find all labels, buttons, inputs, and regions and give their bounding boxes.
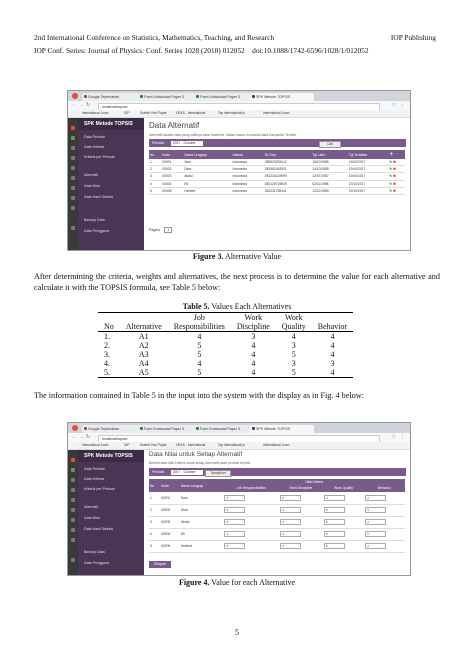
table-row: 2 00002 Dina 5 4 3 4 [149,504,405,516]
pager [149,227,172,233]
caption-label: Figure 4. [178,578,210,587]
period-select[interactable]: 2017 - October [171,141,203,146]
app-icon[interactable] [71,468,75,472]
delete-icon[interactable]: ✖ [392,167,396,172]
value-input[interactable]: 3 [280,495,301,501]
value-input[interactable]: 5 [324,543,345,549]
column-header: Behavior [364,484,405,492]
column-header: Kode [161,150,183,159]
period-select[interactable]: 2017 - October [171,470,203,475]
value-input[interactable]: 4 [324,495,345,501]
bookmark[interactable]: IJEKS - International [176,443,206,447]
app-navigation [78,118,144,250]
app-icon[interactable] [71,206,75,210]
app-navigation [78,450,144,575]
caption-text: Alternative Value [223,252,282,261]
save-button[interactable]: Simpan [149,561,171,568]
nav-item-backup-data[interactable]: Backup Data [84,550,105,554]
star-icon[interactable]: ☆ [391,102,396,108]
table-row: 1. A1 4 3 4 4 [104,332,335,341]
bookmark[interactable]: Submit Your Paper [140,111,167,115]
value-input[interactable]: 4 [224,531,245,537]
pager-label: Page/s [149,228,161,232]
bookmark[interactable]: International Journ [263,111,290,115]
column-header: No [149,479,160,492]
value-input[interactable]: 4 [224,495,245,501]
app-brand[interactable]: SPK Metode TOPSIS [78,450,144,462]
value-input[interactable]: 4 [365,495,386,501]
app-icon[interactable] [71,488,75,492]
star-icon[interactable]: ☆ [391,434,396,440]
browser-tab[interactable]: Google Terjemahan [82,93,142,101]
nav-item-data-periode[interactable]: Data Periode [84,135,105,139]
value-input[interactable]: 5 [224,507,245,513]
edit-icon[interactable]: ✎ [389,160,393,165]
column-header: Tgl Terdaftar [348,150,388,159]
figure-3-screenshot [67,90,411,251]
table-row: 2. A2 5 4 3 4 [104,341,335,350]
table-row: 1 00001 Sani Indonesia 085523253412 16/10/1986 19/10/2017 ✎ ✖ [149,159,405,166]
figure-4-caption [0,578,474,587]
column-header: Job Responsibilities [223,484,279,492]
main-content [144,118,410,250]
table-5 [98,312,353,378]
browser-tab[interactable]: Form Kolaborasi Paper 3 [194,93,254,101]
app-icon[interactable] [71,498,75,502]
app-icon[interactable] [71,166,75,170]
value-input[interactable]: 3 [365,531,386,537]
nav-item-data-pengguna[interactable]: Data Pengguna [84,229,109,233]
doi: doi:10.1088/1742-6596/1028/1/012052 [252,46,369,55]
page-title: Data Alternatif [149,121,200,130]
value-input[interactable]: 4 [280,519,301,525]
nav-item-data-kriteria[interactable]: Data Kriteria [84,145,104,149]
table-row: 5 00005 Herbert 5 4 5 4 [149,540,405,552]
nav-item-alternatif[interactable]: Alternatif [84,505,99,509]
table-row: 4. A4 4 4 3 3 [104,359,335,368]
column-header: Work Discipline [279,484,323,492]
app-icon[interactable] [71,136,75,140]
browser-urlbar [68,433,410,442]
main-content [144,450,410,575]
caption-label: Figure 3. [192,252,224,261]
bookmark[interactable]: International Journ [263,443,290,447]
page-number: 5 [235,628,239,637]
browser-tab-active[interactable]: SPK Metode TOPSIS [250,93,314,101]
address-input[interactable]: localhost/topsis/ [98,435,380,443]
nav-item-kriteria-per-periode[interactable]: Kriteria per Periode [84,155,115,159]
app-icon[interactable] [71,186,75,190]
app-icon[interactable] [71,478,75,482]
value-input[interactable]: 4 [280,507,301,513]
browser-tab[interactable]: Google Terjemahan [82,425,142,433]
show-button[interactable]: Tampilkan [205,470,231,477]
app-icon[interactable] [71,538,75,542]
os-sidebar [68,118,78,250]
app-icon[interactable] [71,508,75,512]
alternatives-table [149,150,405,195]
group-header: Nilai Kriteria [223,479,405,484]
value-input[interactable]: 4 [280,531,301,537]
app-icon[interactable] [71,156,75,160]
browser-logo-icon [72,425,78,431]
journal-line [34,46,369,55]
table-row: 5 00005 Herbert Indonesia 081231789441 12/12/1989 19/10/2017 ✎ ✖ [149,187,405,194]
reload-icon[interactable]: ↻ [86,434,91,440]
page-description: Alternatif adalah data yang ca8inya akan diseleksi, dalam kasus ini adalah data Karyawan Terbaik. [149,133,297,137]
publisher: IOP Publishing [390,33,436,42]
column-header: Nama Lengkap [180,479,223,492]
browser-tabbar [68,423,410,433]
nav-item-data-nilai[interactable]: Data Nilai [84,184,100,188]
figure-3-caption [0,252,474,261]
delete-icon[interactable]: ✖ [392,188,396,193]
bookmark[interactable]: Submit Your Paper [140,443,167,447]
table-row: 4 00004 Eti Indonesia 082129719819 02/11/1988 19/10/2017 ✎ ✖ [149,180,405,187]
delete-icon[interactable]: ✖ [392,174,396,179]
column-header: Work Quality [276,313,312,332]
bookmark[interactable]: International Journ [82,443,109,447]
app-brand[interactable]: SPK Metode TOPSIS [78,118,144,130]
filter-label: Periode [152,140,165,145]
value-input[interactable]: 5 [224,519,245,525]
search-button[interactable]: Cari [319,141,341,148]
column-header: Work Discipline [231,313,276,332]
delete-icon[interactable]: ✖ [392,181,396,186]
app-icon[interactable] [71,196,75,200]
nav-item-data-nilai[interactable]: Data Nilai [84,516,100,520]
table-row: 4 00004 Eti 4 4 3 3 [149,528,405,540]
filter-bar [149,139,406,147]
app-icon[interactable] [71,126,75,130]
pager-page[interactable]: 1 [164,227,172,233]
column-header: Behavior [312,313,353,332]
add-icon[interactable]: + [388,150,405,159]
app-icon[interactable] [71,518,75,522]
nav-item-data-hasil-seleksi[interactable]: Data Hasil Seleksi [84,195,114,199]
table-5-caption [0,302,474,311]
nav-item-data-kriteria[interactable]: Data Kriteria [84,477,104,481]
edit-icon[interactable]: ✎ [389,167,393,172]
column-header: Work Quality [323,484,364,492]
value-input[interactable]: 4 [365,507,386,513]
value-input[interactable]: 5 [224,543,245,549]
table-row: 5. A5 5 4 5 4 [98,368,353,378]
value-input[interactable]: 4 [280,543,301,549]
nav-item-data-pengguna[interactable]: Data Pengguna [84,561,109,565]
table-row: 1 00001 Sani 4 3 4 4 [149,492,405,504]
nav-item-data-hasil-seleksi[interactable]: Data Hasil Seleksi [84,527,114,531]
address-input[interactable]: localhost/topsis/ [98,103,380,111]
forward-icon[interactable]: → [79,434,84,440]
value-input[interactable]: 3 [324,531,345,537]
table-row: 2 00002 Dina Indonesia 081991463921 14/10/1985 19/10/2017 ✎ ✖ [149,166,405,173]
edit-icon[interactable]: ✎ [389,174,393,179]
column-header: No Telp [264,150,311,159]
back-icon[interactable]: ← [72,102,77,108]
conference-title: 2nd International Conference on Statistics, Mathematics, Teaching, and Research [34,33,275,42]
page-title: Data Nilai untuk Setiap Alternatif [149,451,243,458]
bookmark[interactable]: IOP [124,111,130,115]
caption-label: Table 5. [182,302,210,311]
edit-icon[interactable]: ✎ [389,181,393,186]
column-header: Job Responsibilities [168,313,231,332]
bookmark[interactable]: IJEKS - International [176,111,206,115]
table-row: 3. A3 5 4 5 4 [104,350,335,359]
browser-tabbar [68,91,410,101]
paragraph: After determining the criteria, weights and alternatives, the next process is to determine the value for each alternative and calculate it with the TOPSIS formula, see Table 5 below: [34,272,440,292]
filter-label: Periode [152,469,165,474]
app-icon[interactable] [71,146,75,150]
filter-bar [149,468,406,476]
table-row: 3 00003 Abdul 5 4 5 4 [149,516,405,528]
column-header: Nama Lengkap [183,150,231,159]
value-input[interactable]: 5 [324,519,345,525]
caption-text: Values Each Alternatives [209,302,292,311]
forward-icon[interactable]: → [79,102,84,108]
paragraph: The information contained in Table 5 in the input into the system with the display as in Fig. 4 below: [34,391,364,400]
browser-tab[interactable]: Form Kolaborasi Paper 3 [138,93,198,101]
back-icon[interactable]: ← [72,434,77,440]
column-header: No [98,313,120,332]
page-description: Berikut data nilai kriteria untuk setiap Alternatif pada periode terpilih. [149,461,252,465]
delete-icon[interactable]: ✖ [392,160,396,165]
column-header: Alternative [120,313,168,332]
app-icon[interactable] [71,528,75,532]
value-input[interactable]: 3 [324,507,345,513]
browser-tab-active[interactable]: SPK Metode TOPSIS [250,425,314,433]
value-input[interactable]: 4 [365,519,386,525]
menu-icon[interactable]: ⋮ [400,434,405,440]
bookmark[interactable]: Top international jo [218,111,245,115]
menu-icon[interactable]: ⋮ [400,102,405,108]
app-icon[interactable] [71,176,75,180]
column-header: Alamat [232,150,264,159]
column-header: Kode [160,479,180,492]
browser-urlbar [68,101,410,110]
column-header: No [149,150,161,159]
edit-icon[interactable]: ✎ [389,188,393,193]
values-table [149,479,405,553]
nav-item-kriteria-per-periode[interactable]: Kriteria per Periode [84,487,115,491]
caption-text: Value for each Alternative [209,578,296,587]
bookmark[interactable]: IOP [124,443,130,447]
column-header: Tgl Lahir [311,150,348,159]
browser-tab[interactable]: Form Kolaborasi Paper 3 [138,425,198,433]
bookmark[interactable]: Top international jo [218,443,245,447]
os-sidebar [68,450,78,575]
app-icon[interactable] [71,226,75,230]
bookmark[interactable]: International Journ [82,111,109,115]
nav-item-backup-data[interactable]: Backup Data [84,218,105,222]
nav-item-alternatif[interactable]: Alternatif [84,173,99,177]
bookmarks-bar [68,442,410,450]
app-icon[interactable] [71,458,75,462]
browser-logo-icon [72,93,78,99]
journal-citation: IOP Conf. Series: Journal of Physics: Conf. Series 1028 (2018) 012052 [34,46,245,55]
bookmarks-bar [68,110,410,118]
value-input[interactable]: 4 [365,543,386,549]
figure-4-screenshot [67,422,411,576]
nav-item-data-periode[interactable]: Data Periode [84,467,105,471]
reload-icon[interactable]: ↻ [86,102,91,108]
app-icon[interactable] [71,558,75,562]
table-row: 3 00003 Abdul Indonesia 081234119999 12/07/1987 19/10/2017 ✎ ✖ [149,173,405,180]
browser-tab[interactable]: Form Kolaborasi Paper 3 [194,425,254,433]
